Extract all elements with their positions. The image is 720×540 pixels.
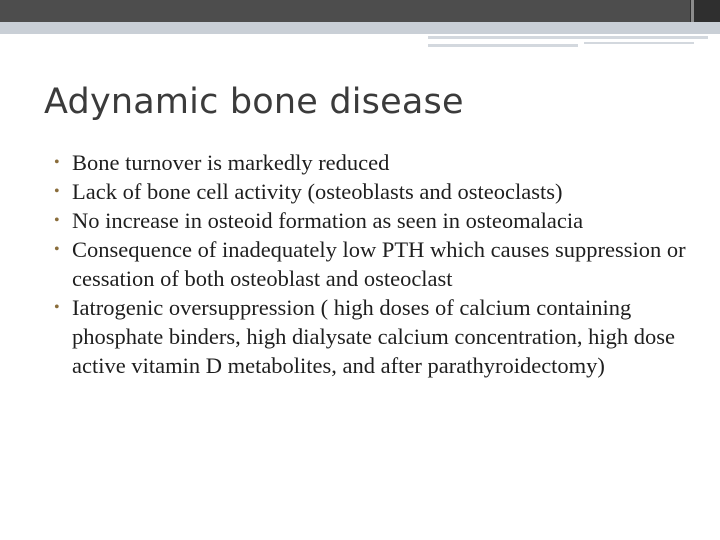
bullet-text: Consequence of inadequately low PTH which causes suppression or cessation of both osteoblast and osteoclast [72, 237, 686, 291]
bullet-text: Iatrogenic oversuppression ( high doses of calcium containing phosphate binders, high dialysate calcium concentration, high dose active vitamin D metabolites, and after parathyroidectomy) [72, 295, 675, 378]
top-decorative-band [0, 22, 720, 34]
bullet-text: No increase in osteoid formation as seen in osteomalacia [72, 208, 584, 233]
bullet-item [50, 293, 690, 380]
top-decorative-bar [0, 0, 720, 22]
top-right-decorative-separator [691, 0, 694, 22]
bullet-item [50, 235, 690, 293]
decorative-line [584, 42, 694, 44]
bullet-item [50, 177, 690, 206]
bullet-list [50, 148, 690, 380]
bullet-text: Lack of bone cell activity (osteoblasts and osteoclasts) [72, 179, 563, 204]
decorative-line [428, 44, 578, 47]
bullet-icon: • [54, 299, 60, 316]
decorative-line [428, 36, 708, 39]
top-right-decorative-block [690, 0, 720, 22]
bullet-icon: • [54, 212, 60, 229]
bullet-icon: • [54, 183, 60, 200]
bullet-text: Bone turnover is markedly reduced [72, 150, 390, 175]
bullet-item [50, 148, 690, 177]
slide-title: Adynamic bone disease [44, 82, 464, 122]
bullet-icon: • [54, 241, 60, 258]
bullet-icon: • [54, 154, 60, 171]
bullet-item [50, 206, 690, 235]
